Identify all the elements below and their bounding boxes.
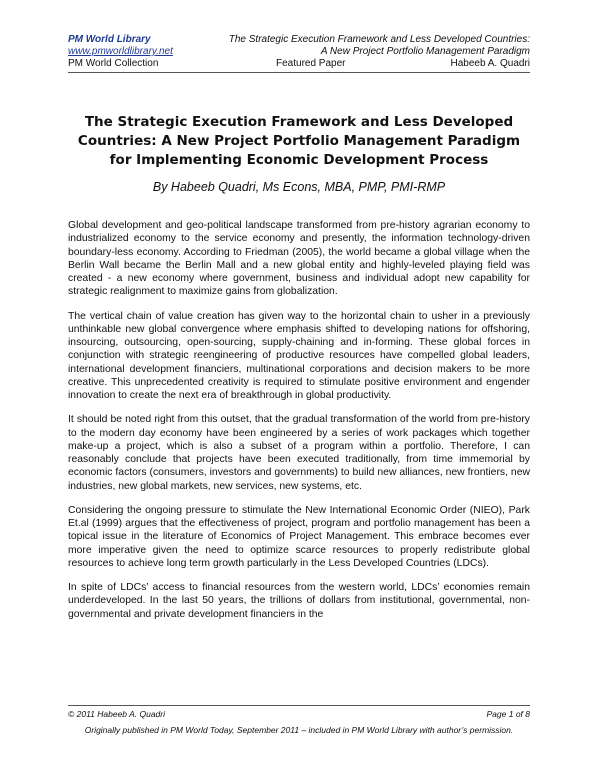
header-meta-row — [68, 58, 530, 70]
paragraph: Global development and geo-political landscape transformed from pre-history agrarian economy to industrialized economy to the service economy and presently, the information technology-driven boundary-less economy. According to Friedman (2005), the world became a global village when the Berlin Wall became the Berlin Mall and a new global entity and highly-leveled playing field was created - a new economy where government, business and individual adopt new capability for strategic realignment to maximize gains from globalization. — [68, 220, 530, 298]
running-title-line-1: The Strategic Execution Framework and Less Developed Countries: — [228, 34, 530, 45]
header-left — [68, 34, 173, 58]
paragraph: In spite of LDCs’ access to financial resources from the western world, LDCs’ economies remain underdeveloped. In the last 50 years, the trillions of dollars from institutional, governmental, non-governmental and private development financiers in the — [68, 582, 530, 620]
section-label: Featured Paper — [276, 58, 346, 69]
footer-divider — [68, 705, 530, 706]
paragraph: It should be noted right from this outset, that the gradual transformation of the world from pre-history to the modern day economy have been engineered by a series of work packages which together make-up a project, which is also a subset of a program within a portfolio. Therefore, I can reasonably conclude that projects have been executed traditionally, from time immemorial by economic factors (consumers, investors and governments) to build new alliances, new frontiers, new industries, new global markets, new services, new systems, etc. — [68, 414, 530, 492]
page-number: Page 1 of 8 — [486, 709, 530, 719]
library-url-link[interactable]: www.pmworldlibrary.net — [68, 46, 173, 57]
running-title — [229, 34, 530, 58]
paper-title: The Strategic Execution Framework and Less Developed Countries: A New Project Portfolio Management Paradigm for Implementing Economic Development Process — [77, 114, 521, 168]
paragraph: Considering the ongoing pressure to stimulate the New International Economic Order (NIEO), Park Et.al (1999) argues that the effectiveness of project, program and portfolio management has been a topical issue in the literature of Economics of Project Management. This embrace becomes ever more imperative given the need to optimize scarce resources to properly redistribute global resources to achieve long term growth particularly in the Less Developed Countries (LDCs). — [68, 504, 530, 569]
footer-copyright: © 2011 Habeeb A. Quadri — [68, 709, 165, 719]
paragraph: The vertical chain of value creation has given way to the horizontal chain to usher in a previously unthinkable new global convergence where emphasis shifted to developing nations for offshoring, insourcing, outsourcing, open-sourcing, supply-chaining and in-forming. These global forces in conjunction with strategic reengineering of productive resources have compelled global leaders, international development financiers, multinational corporations and decision makers to be more creative. This unprecedented creativity is required to stimulate positive environment and engender innovation to create the next era of breakthrough in global productivity. — [68, 310, 530, 401]
running-title-line-2: A New Project Portfolio Management Paradigm — [320, 46, 530, 57]
library-name: PM World Library — [68, 34, 151, 45]
header-author: Habeeb A. Quadri — [450, 58, 530, 69]
article-body — [68, 219, 530, 632]
header-divider — [68, 72, 530, 73]
publication-note: Originally published in PM World Today, September 2011 – included in PM World Library with author’s permission. — [84, 725, 514, 735]
byline: By Habeeb Quadri, Ms Econs, MBA, PMP, PMI-RMP — [152, 180, 446, 194]
collection-label: PM World Collection — [68, 58, 159, 69]
